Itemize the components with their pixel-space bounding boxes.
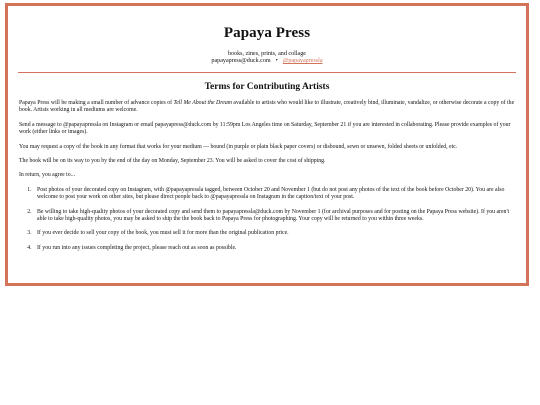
shipping-paragraph: The book will be on its way to you by the end of the day on Monday, September 23. You will be asked to cover the cost of shipping. <box>19 158 326 165</box>
intro-text-before: Papaya Press will be making a small number of advance copies of <box>19 100 174 106</box>
contact-instructions-paragraph: Send a message to @papayapressla on Instagram or email papayapress@duck.com by 11:59pm Los Angeles time on Saturday, September 21 if you are interested in collaborating. Please provide examples of your work (either links or images). <box>19 121 511 136</box>
agreement-item: 1. Post photos of your decorated copy on Instagram, with @papayapressla tagged, between October 20 and November 1 (but do not post any photos of the text of the book before October 20). You are also welcome to post your work on other sites, but please direct people back to @papayapressla on Instagram in the caption/text of your post. <box>33 187 516 202</box>
agreement-list <box>19 187 516 252</box>
agreement-item: 2. Be willing to take high-quality photos of your decorated copy and send them to papayapressla@duck.com by November 1 (for archival purposes and for posting on the Papaya Press website). If you aren't able to take high-quality photos, you may be asked to ship the the book back to Papaya Press for photographing. Your copy will be returned to you within three weeks. <box>33 209 516 224</box>
agreement-item: 3. If you ever decide to sell your copy of the book, you must sell it for more than the original publication price. <box>33 230 516 237</box>
intro-paragraph <box>19 100 516 115</box>
page-frame <box>5 3 529 286</box>
terms-heading: Terms for Contributing Artists <box>204 82 330 92</box>
agreement-item: 4. If you run into any issues completing the project, please reach out as soon as possible. <box>33 245 516 252</box>
format-paragraph: You may request a copy of the book in any format that works for your medium — bound (in purple or plain black paper covers) or disbound, sewn or unsewn, folded sheets or unfolded, etc. <box>19 143 458 150</box>
intro-text-after: available to artists who would like to illustrate, creatively bind, illuminate, vandalize, or otherwise decorate a copy of the book. Artists working in all mediums are welcome. <box>19 100 515 114</box>
separator-dot: • <box>275 58 278 64</box>
terms-content <box>8 100 526 252</box>
agreement-lead: In return, you agree to... <box>19 172 76 179</box>
contact-email: papayapress@duck.com <box>211 58 271 64</box>
book-title: Tell Me About the Dream <box>173 100 232 106</box>
header-divider <box>18 72 516 73</box>
site-header <box>8 6 526 64</box>
site-tagline: books, zines, prints, and collage <box>227 51 307 57</box>
site-title: Papaya Press <box>223 25 311 41</box>
instagram-link[interactable]: @papayapressla <box>282 58 323 64</box>
contact-line <box>8 58 526 64</box>
